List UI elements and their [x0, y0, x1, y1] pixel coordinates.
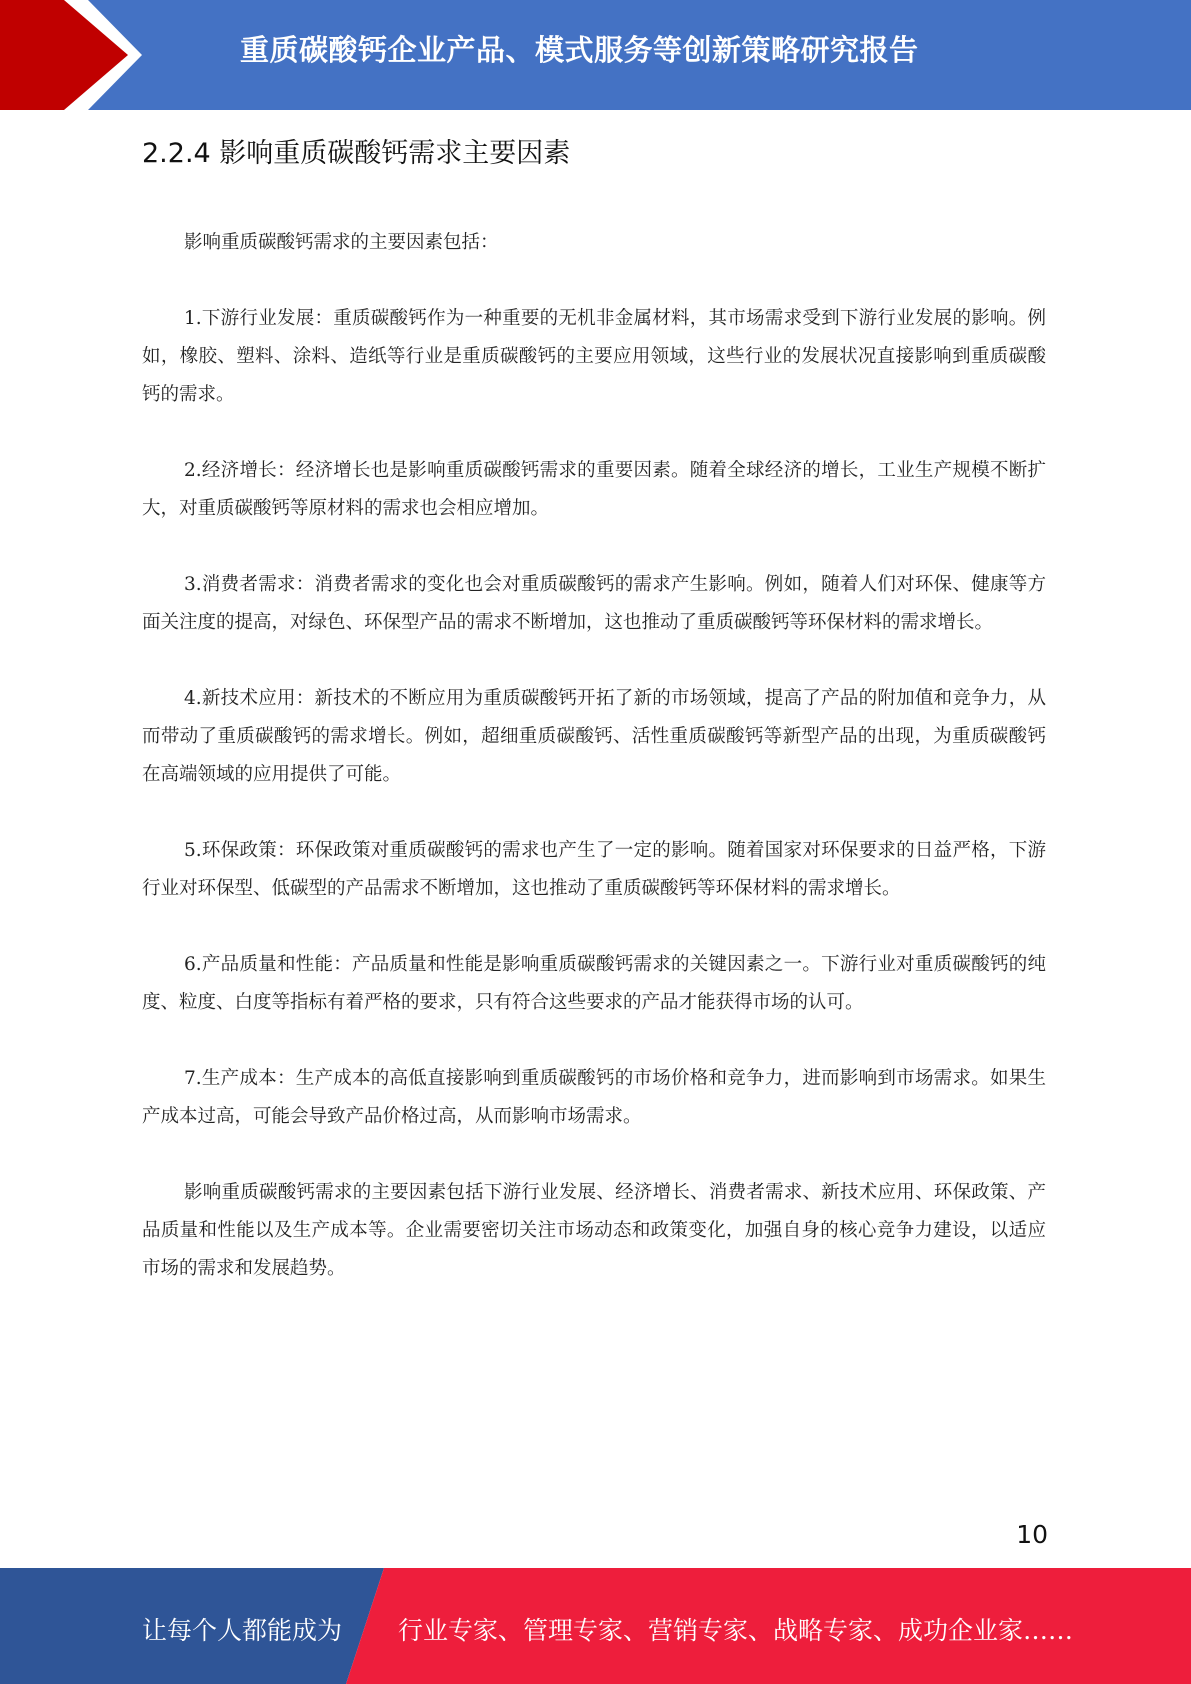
factor-paragraph: 1.下游行业发展：重质碳酸钙作为一种重要的无机非金属材料，其市场需求受到下游行业发展的影响。例如，橡胶、塑料、涂料、造纸等行业是重质碳酸钙的主要应用领域，这些行业的发展状况直接影响到重质碳酸钙的需求。	[142, 308, 1046, 405]
report-title: 重质碳酸钙企业产品、模式服务等创新策略研究报告	[240, 33, 919, 67]
factor-paragraph: 7.生产成本：生产成本的高低直接影响到重质碳酸钙的市场价格和竞争力，进而影响到市场需求。如果生产成本过高，可能会导致产品价格过高，从而影响市场需求。	[142, 1068, 1046, 1127]
factor-paragraph: 5.环保政策：环保政策对重质碳酸钙的需求也产生了一定的影响。随着国家对环保要求的日益严格，下游行业对环保型、低碳型的产品需求不断增加，这也推动了重质碳酸钙等环保材料的需求增长。	[142, 840, 1046, 899]
footer-roles: 行业专家、管理专家、营销专家、战略专家、成功企业家……	[398, 1616, 1074, 1645]
footer-slogan: 让每个人都能成为	[142, 1616, 343, 1645]
page-number: 10	[1016, 1520, 1048, 1549]
factor-paragraph: 6.产品质量和性能：产品质量和性能是影响重质碳酸钙需求的关键因素之一。下游行业对重质碳酸钙的纯度、粒度、白度等指标有着严格的要求，只有符合这些要求的产品才能获得市场的认可。	[142, 954, 1046, 1013]
factor-paragraph: 2.经济增长：经济增长也是影响重质碳酸钙需求的重要因素。随着全球经济的增长，工业生产规模不断扩大，对重质碳酸钙等原材料的需求也会相应增加。	[142, 460, 1046, 519]
body-content	[142, 224, 1046, 1326]
intro-paragraph: 影响重质碳酸钙需求的主要因素包括：	[184, 232, 499, 253]
header-arrow-decoration	[0, 0, 160, 110]
section-heading: 2.2.4 影响重质碳酸钙需求主要因素	[142, 138, 571, 169]
factor-paragraph: 3.消费者需求：消费者需求的变化也会对重质碳酸钙的需求产生影响。例如，随着人们对环保、健康等方面关注度的提高，对绿色、环保型产品的需求不断增加，这也推动了重质碳酸钙等环保材料的需求增长。	[142, 574, 1046, 633]
factor-paragraph: 4.新技术应用：新技术的不断应用为重质碳酸钙开拓了新的市场领域，提高了产品的附加值和竞争力，从而带动了重质碳酸钙的需求增长。例如，超细重质碳酸钙、活性重质碳酸钙等新型产品的出现，为重质碳酸钙在高端领域的应用提供了可能。	[142, 688, 1046, 785]
header-banner	[0, 0, 1191, 110]
summary-paragraph: 影响重质碳酸钙需求的主要因素包括下游行业发展、经济增长、消费者需求、新技术应用、环保政策、产品质量和性能以及生产成本等。企业需要密切关注市场动态和政策变化，加强自身的核心竞争力建设，以适应市场的需求和发展趋势。	[142, 1182, 1046, 1279]
footer-banner	[0, 1568, 1191, 1684]
